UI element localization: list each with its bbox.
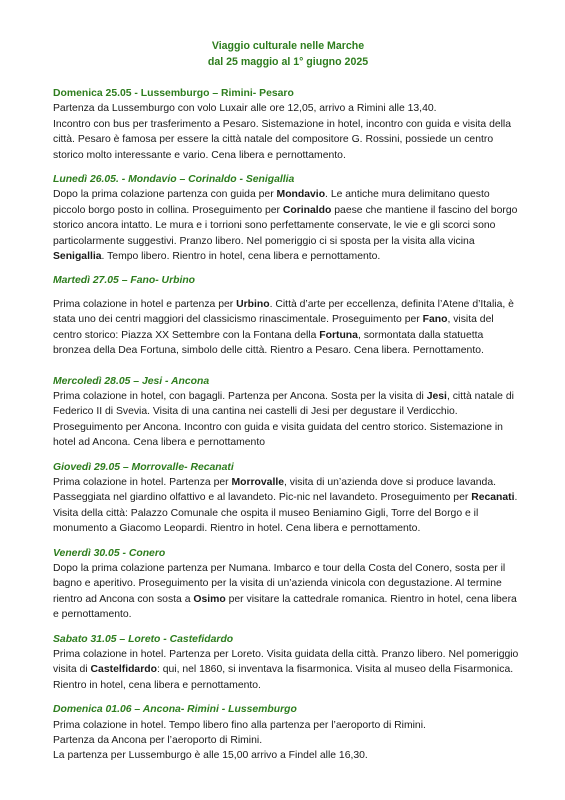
place-name: Jesi [426,390,447,402]
day-section [53,460,523,537]
day-description [53,389,523,451]
day-section [53,172,523,264]
place-name: Fano [422,314,448,326]
text-segment: Partenza da Ancona per l’aeroporto di Rimini. [53,735,263,747]
place-name: Osimo [193,593,226,605]
place-name: Castelfidardo [90,664,157,676]
place-name: Corinaldo [282,204,332,216]
day-heading: Mercoledì 28.05 – Jesi - Ancona [53,375,210,387]
place-name: Senigallia [53,251,102,263]
text-segment: , visita del centro storico: Piazza XX Settembre con la Fontana della [53,314,494,341]
title-line-2: dal 25 maggio al 1° giugno 2025 [207,56,369,68]
day-description [53,187,523,264]
text-segment: . Le antiche mura delimitano questo piccolo borgo posto in collina. Proseguimento per [53,189,490,216]
day-section [53,374,523,451]
day-heading: Martedì 27.05 – Fano- Urbino [53,275,196,287]
text-segment: Prima colazione in hotel e partenza per [53,298,237,310]
text-segment: , sormontata dalla statuetta bronzea della Dea Fortuna, simbolo delle città. Rientro a Pesaro. Cena libera. Pernottamento. [53,329,484,357]
day-description [53,718,523,764]
day-description [53,561,523,623]
day-section [53,702,523,764]
day-heading: Venerdì 30.05 - Conero [53,547,166,559]
day-heading: Domenica 01.06 – Ancona- Rimini - Lussemburgo [53,704,297,716]
place-name: Fortuna [319,329,358,341]
text-segment: paese che mantiene il fascino del borgo storico ancora intatto. Le mura e i torrioni sono perfettamente conservate, le vie e gli scorci sono particolarmente suggestivi. Pranzo libero. Nel pomeriggio ci si sposta per la visita alla vicina [53,204,518,247]
place-name: Recanati [471,492,515,504]
title-line-1: Viaggio culturale nelle Marche [211,40,365,52]
day-heading: Lunedì 26.05. - Mondavio – Corinaldo - Senigallia [53,174,295,186]
day-heading: Sabato 31.05 – Loreto - Castefidardo [53,633,234,645]
day-section [53,546,523,623]
text-segment: La partenza per Lussemburgo è alle 15,00 arrivo a Findel alle 16,30. [53,750,368,762]
day-description [53,475,523,537]
text-segment: Prima colazione in hotel. Partenza per [53,476,232,488]
text-segment: Prima colazione in hotel. Partenza per Loreto. Visita guidata della città. Pranzo libero. Nel pomeriggio visita di [53,649,519,676]
text-segment: Incontro con bus per trasferimento a Pesaro. Sistemazione in hotel, incontro con guida e visita della città. Pesaro è famosa per essere la città natale del compositore G. Rossini, possiede un centro storico molto interessante e vario. Cena libera e pernottamento. [53,118,512,161]
days-list [53,86,523,764]
text-segment: : qui, nel 1860, si inventava la fisarmonica. Visita al museo della Fisarmonica. Rientro in hotel, cena libera e pernottamento. [53,664,514,691]
text-segment: Partenza da Lussemburgo con volo Luxair alle ore 12,05, arrivo a Rimini alle 13,40. [53,103,437,115]
day-description [53,297,523,359]
day-section [53,86,523,163]
text-segment: , città natale di Federico II di Svevia. Visita di una cantina nei castelli di Jesi per degustare il Verdicchio. Proseguimento per Ancona. Incontro con guida e visita guidata del centro storico. Sistemazione in hotel ad Ancona. Cena libera e pernottamento [53,390,514,449]
day-section [53,632,523,694]
text-segment: . Tempo libero. Rientro in hotel, cena libera e pernottamento. [101,251,381,263]
place-name: Mondavio [276,189,326,201]
text-segment: Prima colazione in hotel. Tempo libero fino alla partenza per l’aeroporto di Rimini. [53,719,426,731]
day-section [53,273,523,358]
text-segment: . Città d’arte per eccellenza, definita l’Atene d’Italia, è stata uno dei centri maggiori del classicismo rinascimentale. Proseguimento per [53,298,514,326]
text-segment: Dopo la prima colazione partenza con guida per [53,189,277,201]
text-segment: Prima colazione in hotel, con bagagli. Partenza per Ancona. Sosta per la visita di [53,390,427,402]
text-segment: per visitare la cattedrale romanica. Rientro in hotel, cena libera e pernottamento. [53,593,517,621]
document-title [53,38,523,70]
text-segment: . Visita della città: Palazzo Comunale che ospita il museo Beniamino Gigli, Torre del Borgo e il monumento a Giacomo Leopardi. Rientro in hotel. Cena libera e pernottamento. [53,492,518,535]
text-segment: , visita di un’azienda dove si produce lavanda. Passeggiata nel giardino olfattivo e al lavandeto. Pic-nic nel lavandeto. Proseguimento per [53,476,497,504]
place-name: Morrovalle [231,476,285,488]
itinerary-document [53,38,523,764]
text-segment: Dopo la prima colazione partenza per Numana. Imbarco e tour della Costa del Conero, sosta per il bagno e aperitivo. Proseguimento per la visita di un’azienda vinicola con degustazione. Al termine rientro ad Ancona con sosta a [53,562,506,605]
day-description [53,647,523,693]
day-description [53,101,523,163]
day-heading: Giovedì 29.05 – Morrovalle- Recanati [53,461,234,473]
spacer [53,289,523,297]
place-name: Urbino [236,298,270,310]
day-heading: Domenica 25.05 - Lussemburgo – Rimini- Pesaro [53,88,294,99]
